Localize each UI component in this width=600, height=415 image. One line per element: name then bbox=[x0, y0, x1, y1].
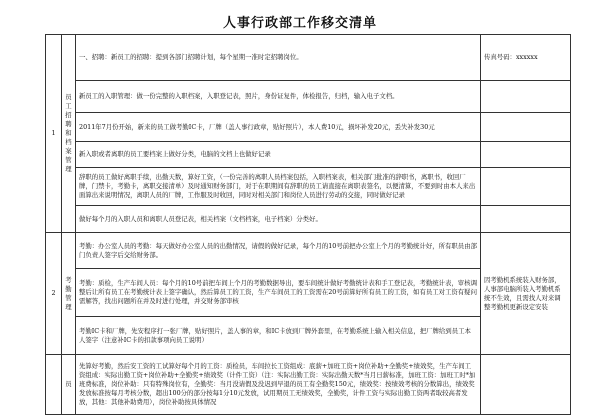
section-3-index bbox=[46, 355, 62, 415]
table-row bbox=[46, 355, 571, 415]
section-1-note-1: 传真号码：xxxxxx bbox=[481, 35, 571, 81]
section-1-item-1: 一、招聘：新员工的招聘：提到各部门招聘计划，每个星期一准时定招聘岗位。 bbox=[76, 35, 481, 81]
handover-table bbox=[45, 34, 571, 415]
table-row bbox=[46, 113, 571, 142]
table-row bbox=[46, 168, 571, 206]
table-row bbox=[46, 142, 571, 168]
document-title: 人事行政部工作移交清单 bbox=[222, 16, 377, 31]
empty-cell bbox=[481, 206, 571, 233]
section-2-item-3: 考勤IC卡和厂牌，先安程序打一张厂牌，贴好照片，盖人事的章，和IC卡放到厂牌外套里，在考勤系统上输入相关信息，把厂牌给到员工本人签字（注意补IC卡的扣款事项向员工说明） bbox=[76, 317, 481, 355]
table-row bbox=[46, 81, 571, 113]
table-row bbox=[46, 35, 571, 81]
empty-cell bbox=[481, 81, 571, 113]
empty-cell bbox=[481, 142, 571, 168]
section-1-category: 员 工 招 聘 和 档 案 管 理 bbox=[62, 35, 76, 233]
section-2-category: 考 勤 管 理 bbox=[62, 233, 76, 355]
section-2-index: 2 bbox=[46, 233, 62, 355]
empty-cell bbox=[481, 113, 571, 142]
empty-cell bbox=[481, 168, 571, 206]
section-2-item-1: 考勤：办公室人员的考勤：每天做好办公室人员的出勤情况，请假的做好记录，每个月的10号前把办公室上个月的考勤统计好，所有职员由部门负责人签字后交给财务部。 bbox=[76, 233, 481, 269]
section-2-item-2: 考勤：质检，生产车间人员：每个月的10号前把车间上个月的考勤数据导出，要车间统计做好考勤统计表和手工登记表，考勤统计表，审核调整后让所有员工在考勤统计表上签字确认，然后算员工的工资，生产车间员工的工资需在20号前算好所有员工的工资，如有员工对工资有疑问需解答，找出问题所在并及时进行处理，并交财务部审核 bbox=[76, 269, 481, 317]
section-1-item-6: 做好每个月的入职人员和离职人员登记表，相关档案（文档档案，电子档案）分类好。 bbox=[76, 206, 481, 233]
section-1-item-5: 辞职的员工做好离职手续，出勤天数，算好工资，（一份完善的离职人员档案包括，入职档案表，相关部门批准的辞职书，离职书，收回厂牌，门禁卡，考勤卡，离职交接清单）及时通知财务部门，对于在职期间有辞职的员工请直接在离职表签名，以便清算，不要到时由本人来出面算出来说明情况，离职人员的厂牌，工作服及时收回，同时对相关部门和岗位人员进行劳动的交接，同时做好记录 bbox=[76, 168, 481, 206]
section-1-index: 1 bbox=[46, 35, 62, 233]
section-1-item-2: 新员工的入职管理：做一份完整的入职档案，入职登记表，照片，身份证复件，体检报告，归档，输入电子文档。 bbox=[76, 81, 481, 113]
section-1-item-4: 新入职或者离职的员工要档案上做好分类，电脑的文档上也做好记录 bbox=[76, 142, 481, 168]
table-row bbox=[46, 233, 571, 269]
section-3-category: 员 bbox=[62, 355, 76, 415]
empty-cell bbox=[481, 355, 571, 415]
section-1-item-3: 2011年7月份开始，新来的员工做考勤IC卡，厂牌（盖人事行政章，贴好照片），本人费10元，损坏补发20元，丢失补发30元 bbox=[76, 113, 481, 142]
table-row bbox=[46, 206, 571, 233]
section-2-note: 因考勤机系统装入财务部，人事部电脑所装入考勤机系统不生效，且需找人对来调整考勤机更新设定安装 bbox=[481, 233, 571, 355]
section-3-item-1: 先算好考勤，然后安工资的工试算好每个月的工资：质检员，车间拉长工资组成：底薪+加班工资+岗位补助+全勤奖+绩效奖，生产车间工资组成：实际出勤工资+岗位补助+全勤奖+绩效奖（计件工资）（注：实际出勤工资：实际出勤天数*当月日薪标准，加班工资：加班工时*加班费标准，岗位补助：只有特殊岗位有，全勤奖：当月没请假及没迟到早退的员工有全勤奖150元，绩效奖：按绩效考核的分数算出，绩效奖发放标准按每月考核分数，超出100分的部分按每1分10元发放，试用期员工无绩效奖，全勤奖，计件工资与实际出勤工资两者取较高者发放，其他：其他补助费用），岗位补助按具体情况 bbox=[76, 355, 481, 415]
